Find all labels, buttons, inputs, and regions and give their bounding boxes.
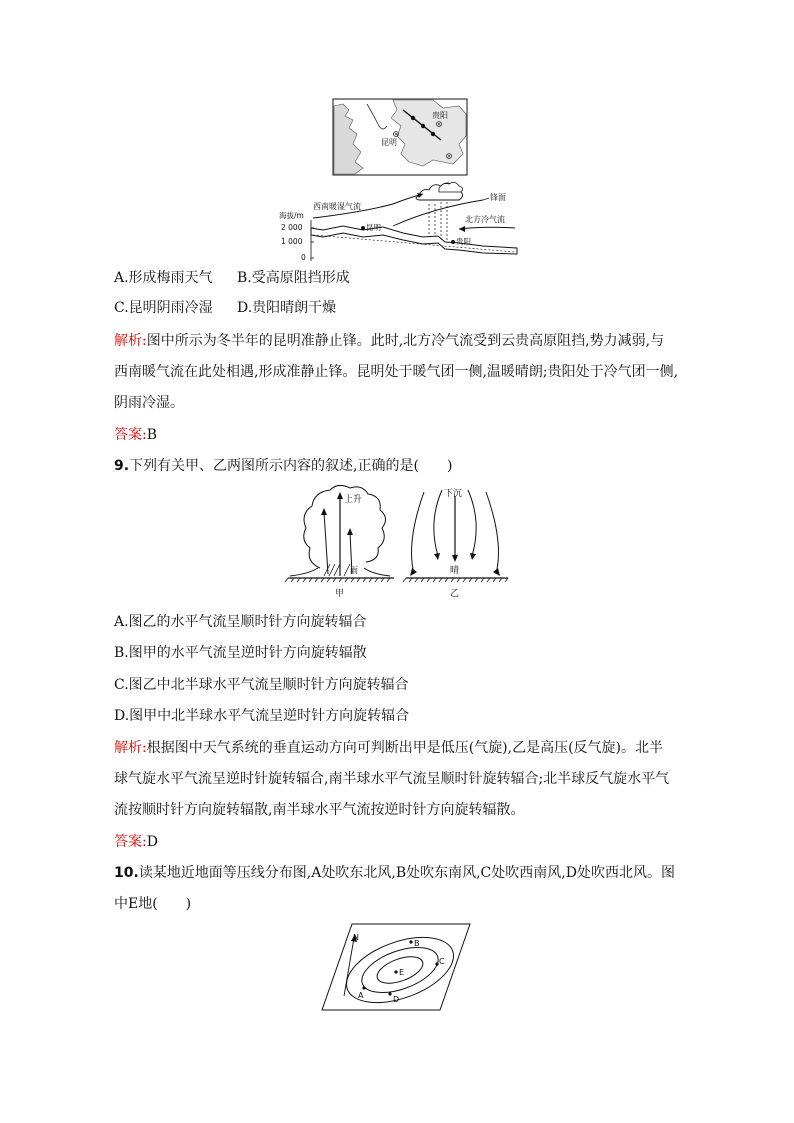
point-d [388, 992, 391, 995]
outflow-curve [486, 492, 498, 574]
outflow-curve [412, 492, 424, 574]
question-10 [114, 863, 675, 883]
kunming-city-dot [395, 133, 397, 135]
label-d: D [393, 995, 400, 1004]
arrow-head [410, 568, 417, 576]
option-d: D.贵阳晴朗干燥 [237, 300, 337, 316]
label-c: C [439, 957, 445, 966]
answer-label: 答案: [114, 427, 147, 443]
option-b: B.受高原阻挡形成 [237, 270, 350, 286]
arrow-head [434, 553, 440, 560]
option-d: D.图甲中北半球水平气流呈逆时针方向旋转辐合 [114, 708, 410, 724]
answer-value: B [146, 427, 158, 443]
front-leader [483, 198, 489, 200]
analysis-line: 球气旋水平气流呈逆时针旋转辐合,南半球水平气流呈顺时针旋转辐合;北半球反气旋水平气 [114, 771, 670, 787]
profile-tick-label: 2 000 [281, 223, 303, 232]
front-marker [421, 124, 425, 128]
city-dot [448, 155, 450, 157]
analysis-label: 解析: [114, 333, 147, 349]
question-stem: 下列有关甲、乙两图所示内容的叙述,正确的是( ) [129, 458, 453, 474]
question-stem-line: 中E地( ) [114, 896, 192, 912]
figure-isobar-map [320, 920, 472, 1014]
guiyang-point [451, 240, 455, 244]
sink-curve [434, 490, 442, 556]
label-clear: 晴 [450, 566, 460, 576]
point-e [394, 970, 397, 973]
map-label-guiyang: 贵阳 [432, 111, 448, 120]
point-a [362, 986, 365, 989]
analysis-line: 西南暖气流在此处相遇,形成准静止锋。昆明处于暖气团一侧,温暖晴朗;贵阳处于冷气团一侧, [114, 364, 679, 380]
north-label: N [353, 933, 359, 942]
profile-label-guiyang: 贵阳 [456, 237, 471, 246]
figure-cyclone-anticyclone [284, 482, 514, 602]
question-number: 9. [114, 458, 130, 474]
sink-curve [468, 490, 476, 556]
point-b [409, 940, 412, 943]
profile-tick-label: 0 [301, 253, 306, 262]
caption-jia: 甲 [335, 589, 345, 599]
front-figure-svg [279, 96, 523, 262]
arrow-head [470, 553, 476, 560]
arrow-head [459, 226, 465, 232]
front-marker [411, 116, 415, 120]
answer-line [114, 832, 158, 852]
label-down: 下沉 [444, 489, 463, 499]
label-rain: 雨 [350, 566, 358, 575]
figure-quasi-stationary-front [279, 96, 523, 262]
analysis-line [114, 331, 664, 351]
question-number: 10. [114, 865, 139, 881]
cyclone-figure-svg [284, 482, 514, 602]
profile-label-kunming: 昆明 [366, 223, 381, 232]
option-a: A.图乙的水平气流呈顺时针方向旋转辐合 [114, 614, 367, 630]
inflow-arrow [290, 568, 318, 576]
question-9 [114, 456, 452, 476]
arrow-head [493, 568, 500, 576]
analysis-line: 流按顺时针方向旋转辐散,南半球水平气流按逆时针方向旋转辐散。 [114, 802, 525, 818]
label-a: A [358, 991, 364, 1000]
isobar-figure-svg [320, 920, 472, 1014]
analysis-text: 图中所示为冬半年的昆明准静止锋。此时,北方冷气流受到云贵高原阻挡,势力减弱,与 [146, 333, 665, 349]
label-e: E [399, 968, 405, 977]
guiyang-city-dot [438, 123, 440, 125]
front-marker [431, 132, 435, 136]
option-c: C.昆明阴雨冷湿 [114, 300, 213, 316]
profile-y-unit: 海拔/m [279, 211, 304, 220]
option-b: B.图甲的水平气流呈逆时针方向旋转辐散 [114, 645, 367, 661]
analysis-text: 根据图中天气系统的垂直运动方向可判断出甲是低压(气旋),乙是高压(反气旋)。北半 [146, 740, 664, 756]
profile-tick-label: 1 000 [281, 237, 303, 246]
cold-flow-arrow [459, 227, 515, 229]
answer-line [114, 425, 157, 445]
analysis-line: 阴雨冷湿。 [114, 395, 184, 411]
analysis-line [114, 738, 663, 758]
label-up: 上升 [344, 495, 363, 505]
label-cold-flow: 北方冷气流 [465, 215, 505, 224]
analysis-label: 解析: [114, 740, 147, 756]
label-warm-flow: 西南暖湿气流 [313, 202, 361, 211]
caption-yi: 乙 [450, 589, 460, 599]
front-cloud [439, 182, 463, 192]
label-b: B [414, 939, 420, 948]
question-stem: 读某地近地面等压线分布图,A处吹东北风,B处吹东南风,C处吹西南风,D处吹西北风。图 [138, 865, 675, 881]
answer-label: 答案: [114, 834, 147, 850]
kunming-point [361, 226, 365, 230]
label-front: 锋面 [490, 193, 506, 202]
map-label-kunming: 昆明 [381, 138, 397, 147]
option-c: C.图乙中北半球水平气流呈顺时针方向旋转辐合 [114, 677, 409, 693]
arrow-head [452, 555, 458, 562]
option-a: A.形成梅雨天气 [114, 270, 213, 286]
inflow-arrow [364, 568, 390, 576]
answer-value: D [146, 834, 158, 850]
